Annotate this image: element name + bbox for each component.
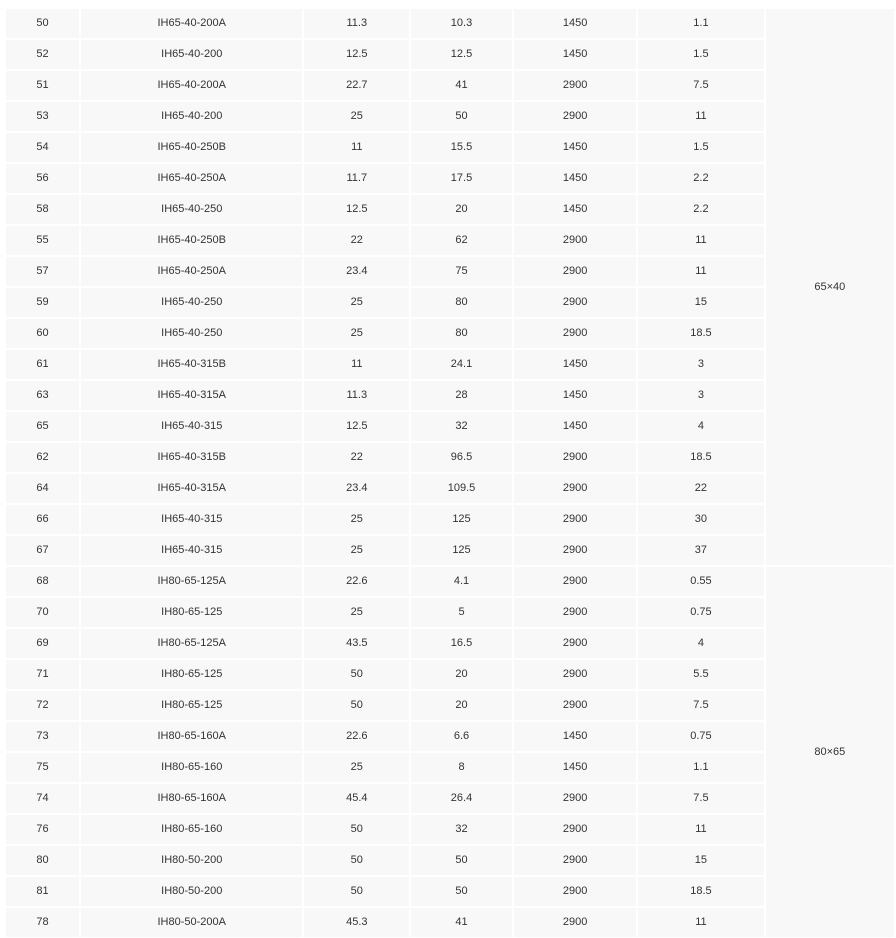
head-cell: 125: [411, 536, 512, 565]
table-row: [6, 536, 894, 565]
head-cell: 125: [411, 505, 512, 534]
power-cell: 1.1: [638, 753, 763, 782]
row-number-cell: 54: [6, 133, 79, 162]
table-row: [6, 381, 894, 410]
table-row: [6, 877, 894, 906]
model-cell: IH65-40-250A: [81, 164, 302, 193]
head-cell: 20: [411, 660, 512, 689]
head-cell: 41: [411, 71, 512, 100]
model-cell: IH65-40-250B: [81, 133, 302, 162]
table-row: [6, 691, 894, 720]
model-cell: IH65-40-250: [81, 195, 302, 224]
model-cell: IH65-40-315: [81, 412, 302, 441]
power-cell: 4: [638, 412, 763, 441]
head-cell: 96.5: [411, 443, 512, 472]
flow-cell: 50: [304, 660, 409, 689]
power-cell: 2.2: [638, 164, 763, 193]
row-number-cell: 72: [6, 691, 79, 720]
head-cell: 10.3: [411, 9, 512, 38]
flow-cell: 23.4: [304, 257, 409, 286]
power-cell: 18.5: [638, 319, 763, 348]
speed-cell: 1450: [514, 381, 636, 410]
speed-cell: 2900: [514, 908, 636, 937]
speed-cell: 2900: [514, 629, 636, 658]
row-number-cell: 68: [6, 567, 79, 596]
flow-cell: 11: [304, 350, 409, 379]
power-cell: 11: [638, 102, 763, 131]
flow-cell: 11.3: [304, 9, 409, 38]
flow-cell: 22: [304, 443, 409, 472]
row-number-cell: 70: [6, 598, 79, 627]
spec-table-body: [6, 9, 894, 937]
row-number-cell: 71: [6, 660, 79, 689]
speed-cell: 1450: [514, 133, 636, 162]
flow-cell: 45.4: [304, 784, 409, 813]
speed-cell: 2900: [514, 691, 636, 720]
speed-cell: 1450: [514, 753, 636, 782]
head-cell: 50: [411, 102, 512, 131]
head-cell: 5: [411, 598, 512, 627]
flow-cell: 25: [304, 505, 409, 534]
table-row: [6, 288, 894, 317]
flow-cell: 23.4: [304, 474, 409, 503]
power-cell: 1.5: [638, 40, 763, 69]
table-row: [6, 350, 894, 379]
power-cell: 37: [638, 536, 763, 565]
table-row: [6, 102, 894, 131]
speed-cell: 2900: [514, 71, 636, 100]
flow-cell: 25: [304, 102, 409, 131]
model-cell: IH80-50-200A: [81, 908, 302, 937]
flow-cell: 12.5: [304, 412, 409, 441]
model-cell: IH80-65-125: [81, 598, 302, 627]
speed-cell: 2900: [514, 226, 636, 255]
flow-cell: 25: [304, 288, 409, 317]
head-cell: 20: [411, 691, 512, 720]
row-number-cell: 50: [6, 9, 79, 38]
head-cell: 32: [411, 412, 512, 441]
pipe-size-cell: 65×40: [766, 9, 894, 565]
table-row: [6, 40, 894, 69]
table-row: [6, 660, 894, 689]
row-number-cell: 52: [6, 40, 79, 69]
flow-cell: 25: [304, 319, 409, 348]
speed-cell: 2900: [514, 784, 636, 813]
head-cell: 32: [411, 815, 512, 844]
model-cell: IH65-40-200A: [81, 71, 302, 100]
model-cell: IH80-65-125: [81, 691, 302, 720]
table-row: [6, 567, 894, 596]
row-number-cell: 81: [6, 877, 79, 906]
power-cell: 1.5: [638, 133, 763, 162]
power-cell: 11: [638, 908, 763, 937]
model-cell: IH65-40-315B: [81, 443, 302, 472]
speed-cell: 2900: [514, 505, 636, 534]
speed-cell: 2900: [514, 474, 636, 503]
power-cell: 1.1: [638, 9, 763, 38]
head-cell: 17.5: [411, 164, 512, 193]
model-cell: IH65-40-250: [81, 288, 302, 317]
speed-cell: 2900: [514, 257, 636, 286]
table-row: [6, 846, 894, 875]
head-cell: 26.4: [411, 784, 512, 813]
model-cell: IH80-65-125A: [81, 629, 302, 658]
model-cell: IH65-40-315A: [81, 474, 302, 503]
speed-cell: 2900: [514, 660, 636, 689]
power-cell: 22: [638, 474, 763, 503]
table-row: [6, 9, 894, 38]
flow-cell: 11.7: [304, 164, 409, 193]
model-cell: IH65-40-315A: [81, 381, 302, 410]
model-cell: IH65-40-315B: [81, 350, 302, 379]
head-cell: 16.5: [411, 629, 512, 658]
model-cell: IH65-40-250B: [81, 226, 302, 255]
row-number-cell: 56: [6, 164, 79, 193]
row-number-cell: 66: [6, 505, 79, 534]
row-number-cell: 51: [6, 71, 79, 100]
model-cell: IH80-65-125: [81, 660, 302, 689]
model-cell: IH65-40-250A: [81, 257, 302, 286]
table-row: [6, 226, 894, 255]
model-cell: IH65-40-200: [81, 102, 302, 131]
power-cell: 18.5: [638, 877, 763, 906]
flow-cell: 43.5: [304, 629, 409, 658]
head-cell: 109.5: [411, 474, 512, 503]
speed-cell: 2900: [514, 877, 636, 906]
head-cell: 62: [411, 226, 512, 255]
head-cell: 24.1: [411, 350, 512, 379]
speed-cell: 2900: [514, 288, 636, 317]
model-cell: IH80-65-160A: [81, 722, 302, 751]
row-number-cell: 69: [6, 629, 79, 658]
head-cell: 50: [411, 846, 512, 875]
table-row: [6, 319, 894, 348]
power-cell: 3: [638, 381, 763, 410]
row-number-cell: 80: [6, 846, 79, 875]
table-row: [6, 908, 894, 937]
flow-cell: 22.7: [304, 71, 409, 100]
table-row: [6, 753, 894, 782]
row-number-cell: 78: [6, 908, 79, 937]
row-number-cell: 64: [6, 474, 79, 503]
power-cell: 2.2: [638, 195, 763, 224]
flow-cell: 11: [304, 133, 409, 162]
speed-cell: 1450: [514, 412, 636, 441]
power-cell: 15: [638, 846, 763, 875]
flow-cell: 50: [304, 877, 409, 906]
row-number-cell: 67: [6, 536, 79, 565]
speed-cell: 2900: [514, 846, 636, 875]
power-cell: 4: [638, 629, 763, 658]
model-cell: IH80-65-160A: [81, 784, 302, 813]
power-cell: 0.75: [638, 598, 763, 627]
table-row: [6, 474, 894, 503]
head-cell: 20: [411, 195, 512, 224]
model-cell: IH80-65-125A: [81, 567, 302, 596]
speed-cell: 1450: [514, 164, 636, 193]
head-cell: 6.6: [411, 722, 512, 751]
model-cell: IH65-40-315: [81, 536, 302, 565]
speed-cell: 1450: [514, 350, 636, 379]
speed-cell: 2900: [514, 536, 636, 565]
speed-cell: 2900: [514, 102, 636, 131]
head-cell: 12.5: [411, 40, 512, 69]
row-number-cell: 74: [6, 784, 79, 813]
row-number-cell: 57: [6, 257, 79, 286]
flow-cell: 25: [304, 536, 409, 565]
speed-cell: 2900: [514, 598, 636, 627]
model-cell: IH80-50-200: [81, 877, 302, 906]
power-cell: 0.55: [638, 567, 763, 596]
flow-cell: 45.3: [304, 908, 409, 937]
pump-spec-table: [4, 7, 896, 938]
power-cell: 11: [638, 815, 763, 844]
table-row: [6, 784, 894, 813]
table-row: [6, 164, 894, 193]
speed-cell: 2900: [514, 567, 636, 596]
row-number-cell: 53: [6, 102, 79, 131]
power-cell: 15: [638, 288, 763, 317]
speed-cell: 1450: [514, 40, 636, 69]
head-cell: 80: [411, 319, 512, 348]
table-row: [6, 133, 894, 162]
flow-cell: 25: [304, 598, 409, 627]
head-cell: 80: [411, 288, 512, 317]
power-cell: 7.5: [638, 71, 763, 100]
flow-cell: 50: [304, 691, 409, 720]
pipe-size-cell: 80×65: [766, 567, 894, 937]
table-row: [6, 598, 894, 627]
row-number-cell: 59: [6, 288, 79, 317]
table-row: [6, 443, 894, 472]
model-cell: IH80-65-160: [81, 753, 302, 782]
flow-cell: 12.5: [304, 195, 409, 224]
flow-cell: 11.3: [304, 381, 409, 410]
head-cell: 28: [411, 381, 512, 410]
model-cell: IH80-50-200: [81, 846, 302, 875]
table-row: [6, 195, 894, 224]
flow-cell: 50: [304, 846, 409, 875]
row-number-cell: 73: [6, 722, 79, 751]
row-number-cell: 58: [6, 195, 79, 224]
speed-cell: 2900: [514, 319, 636, 348]
flow-cell: 22: [304, 226, 409, 255]
head-cell: 50: [411, 877, 512, 906]
table-row: [6, 505, 894, 534]
table-row: [6, 629, 894, 658]
table-row: [6, 412, 894, 441]
power-cell: 5.5: [638, 660, 763, 689]
head-cell: 15.5: [411, 133, 512, 162]
speed-cell: 1450: [514, 722, 636, 751]
row-number-cell: 63: [6, 381, 79, 410]
head-cell: 8: [411, 753, 512, 782]
table-row: [6, 815, 894, 844]
power-cell: 7.5: [638, 691, 763, 720]
flow-cell: 25: [304, 753, 409, 782]
model-cell: IH65-40-200A: [81, 9, 302, 38]
speed-cell: 1450: [514, 195, 636, 224]
row-number-cell: 65: [6, 412, 79, 441]
model-cell: IH65-40-200: [81, 40, 302, 69]
flow-cell: 22.6: [304, 567, 409, 596]
power-cell: 18.5: [638, 443, 763, 472]
head-cell: 41: [411, 908, 512, 937]
model-cell: IH80-65-160: [81, 815, 302, 844]
row-number-cell: 61: [6, 350, 79, 379]
speed-cell: 1450: [514, 9, 636, 38]
row-number-cell: 76: [6, 815, 79, 844]
flow-cell: 50: [304, 815, 409, 844]
speed-cell: 2900: [514, 443, 636, 472]
model-cell: IH65-40-250: [81, 319, 302, 348]
power-cell: 7.5: [638, 784, 763, 813]
power-cell: 11: [638, 226, 763, 255]
table-row: [6, 257, 894, 286]
flow-cell: 22.6: [304, 722, 409, 751]
speed-cell: 2900: [514, 815, 636, 844]
row-number-cell: 75: [6, 753, 79, 782]
flow-cell: 12.5: [304, 40, 409, 69]
power-cell: 11: [638, 257, 763, 286]
model-cell: IH65-40-315: [81, 505, 302, 534]
head-cell: 4.1: [411, 567, 512, 596]
power-cell: 0.75: [638, 722, 763, 751]
row-number-cell: 55: [6, 226, 79, 255]
power-cell: 3: [638, 350, 763, 379]
row-number-cell: 60: [6, 319, 79, 348]
table-row: [6, 71, 894, 100]
row-number-cell: 62: [6, 443, 79, 472]
table-row: [6, 722, 894, 751]
head-cell: 75: [411, 257, 512, 286]
power-cell: 30: [638, 505, 763, 534]
